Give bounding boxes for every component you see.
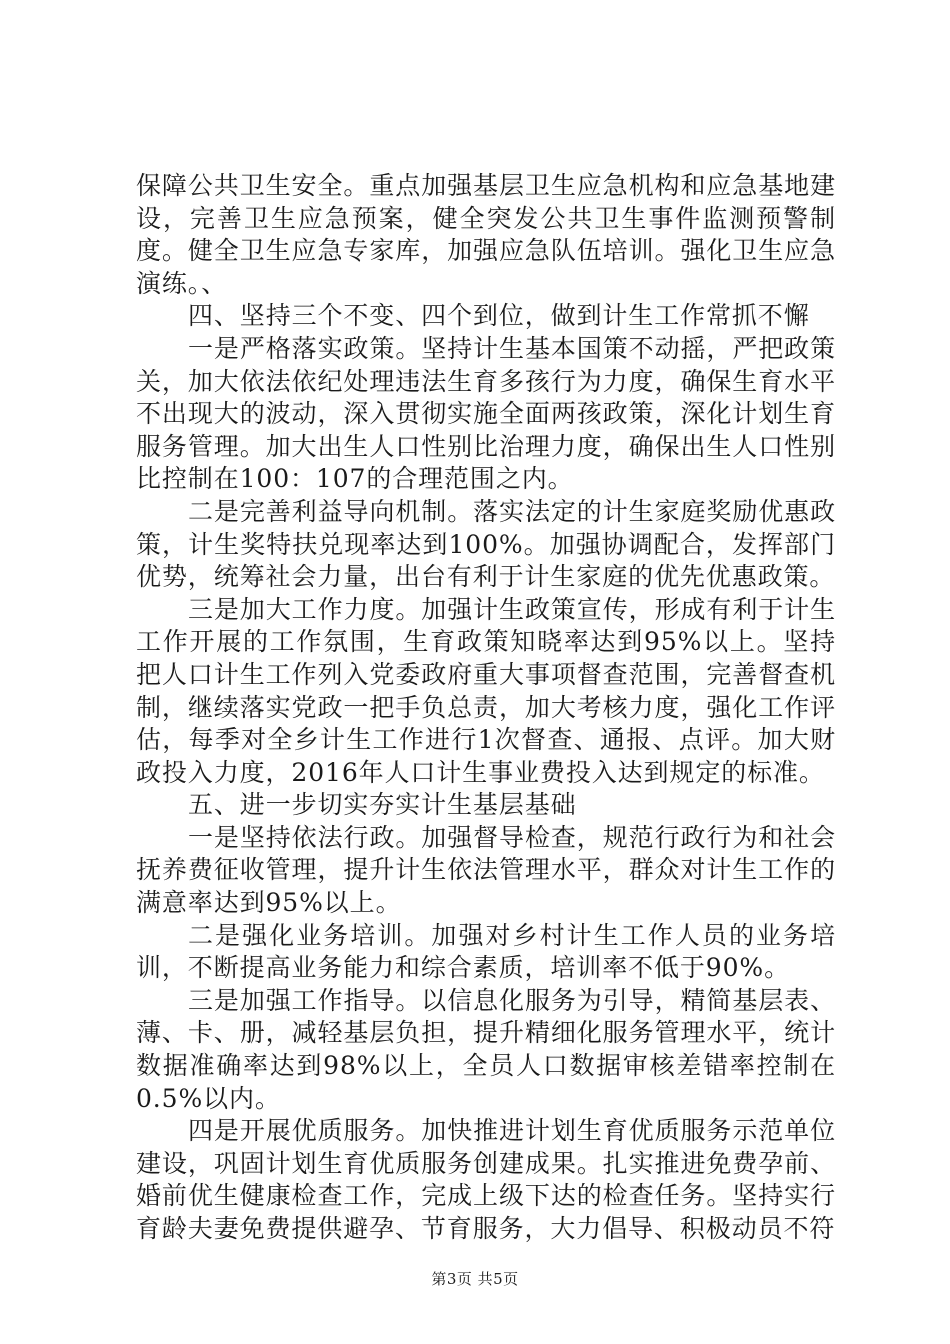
paragraph: 保障公共卫生安全。重点加强基层卫生应急机构和应急基地建设，完善卫生应急预案，健全突发公共卫生事件监测预警制度。健全卫生应急专家库，加强应急队伍培训。强化卫生应急演练。、 [136, 171, 836, 298]
paragraph: 二是完善利益导向机制。落实法定的计生家庭奖励优惠政策，计生奖特扶兑现率达到100%。加强协调配合，发挥部门优势，统筹社会力量，出台有利于计生家庭的优先优惠政策。 [136, 496, 836, 592]
paragraph: 四是开展优质服务。加快推进计划生育优质服务示范单位建设，巩固计划生育优质服务创建成果。扎实推进免费孕前、婚前优生健康检查工作，完成上级下达的检查任务。坚持实行育龄夫妻免费提供避孕、节育服务，大力倡导、积极动员不符 [136, 1116, 836, 1243]
paragraph: 一是坚持依法行政。加强督导检查，规范行政行为和社会抚养费征收管理，提升计生依法管理水平，群众对计生工作的满意率达到95%以上。 [136, 822, 836, 918]
paragraph: 三是加大工作力度。加强计生政策宣传，形成有利于计生工作开展的工作氛围，生育政策知晓率达到95%以上。坚持把人口计生工作列入党委政府重大事项督查范围，完善督查机制，继续落实党政一把手负总责，加大考核力度，强化工作评估，每季对全乡计生工作进行1次督查、通报、点评。加大财政投入力度，2016年人口计生事业费投入达到规定的标准。 [136, 594, 836, 787]
paragraph: 三是加强工作指导。以信息化服务为引导，精简基层表、薄、卡、册，减轻基层负担，提升精细化服务管理水平，统计数据准确率达到98%以上，全员人口数据审核差错率控制在0.5%以内。 [136, 985, 836, 1113]
section-heading: 五、进一步切实夯实计生基层基础 [188, 790, 577, 820]
paragraph: 一是严格落实政策。坚持计生基本国策不动摇，严把政策关，加大依法依纪处理违法生育多孩行为力度，确保生育水平不出现大的波动，深入贯彻实施全面两孩政策，深化计划生育服务管理。加大出生人口性别比治理力度，确保出生人口性别比控制在100：107的合理范围之内。 [136, 333, 836, 494]
page-footer: 第3页 共5页 [431, 1270, 519, 1288]
section-heading: 四、坚持三个不变、四个到位，做到计生工作常抓不懈 [188, 301, 810, 331]
document-body [136, 170, 836, 1246]
paragraph: 二是强化业务培训。加强对乡村计生工作人员的业务培训，不断提高业务能力和综合素质，培训率不低于90%。 [136, 920, 836, 983]
